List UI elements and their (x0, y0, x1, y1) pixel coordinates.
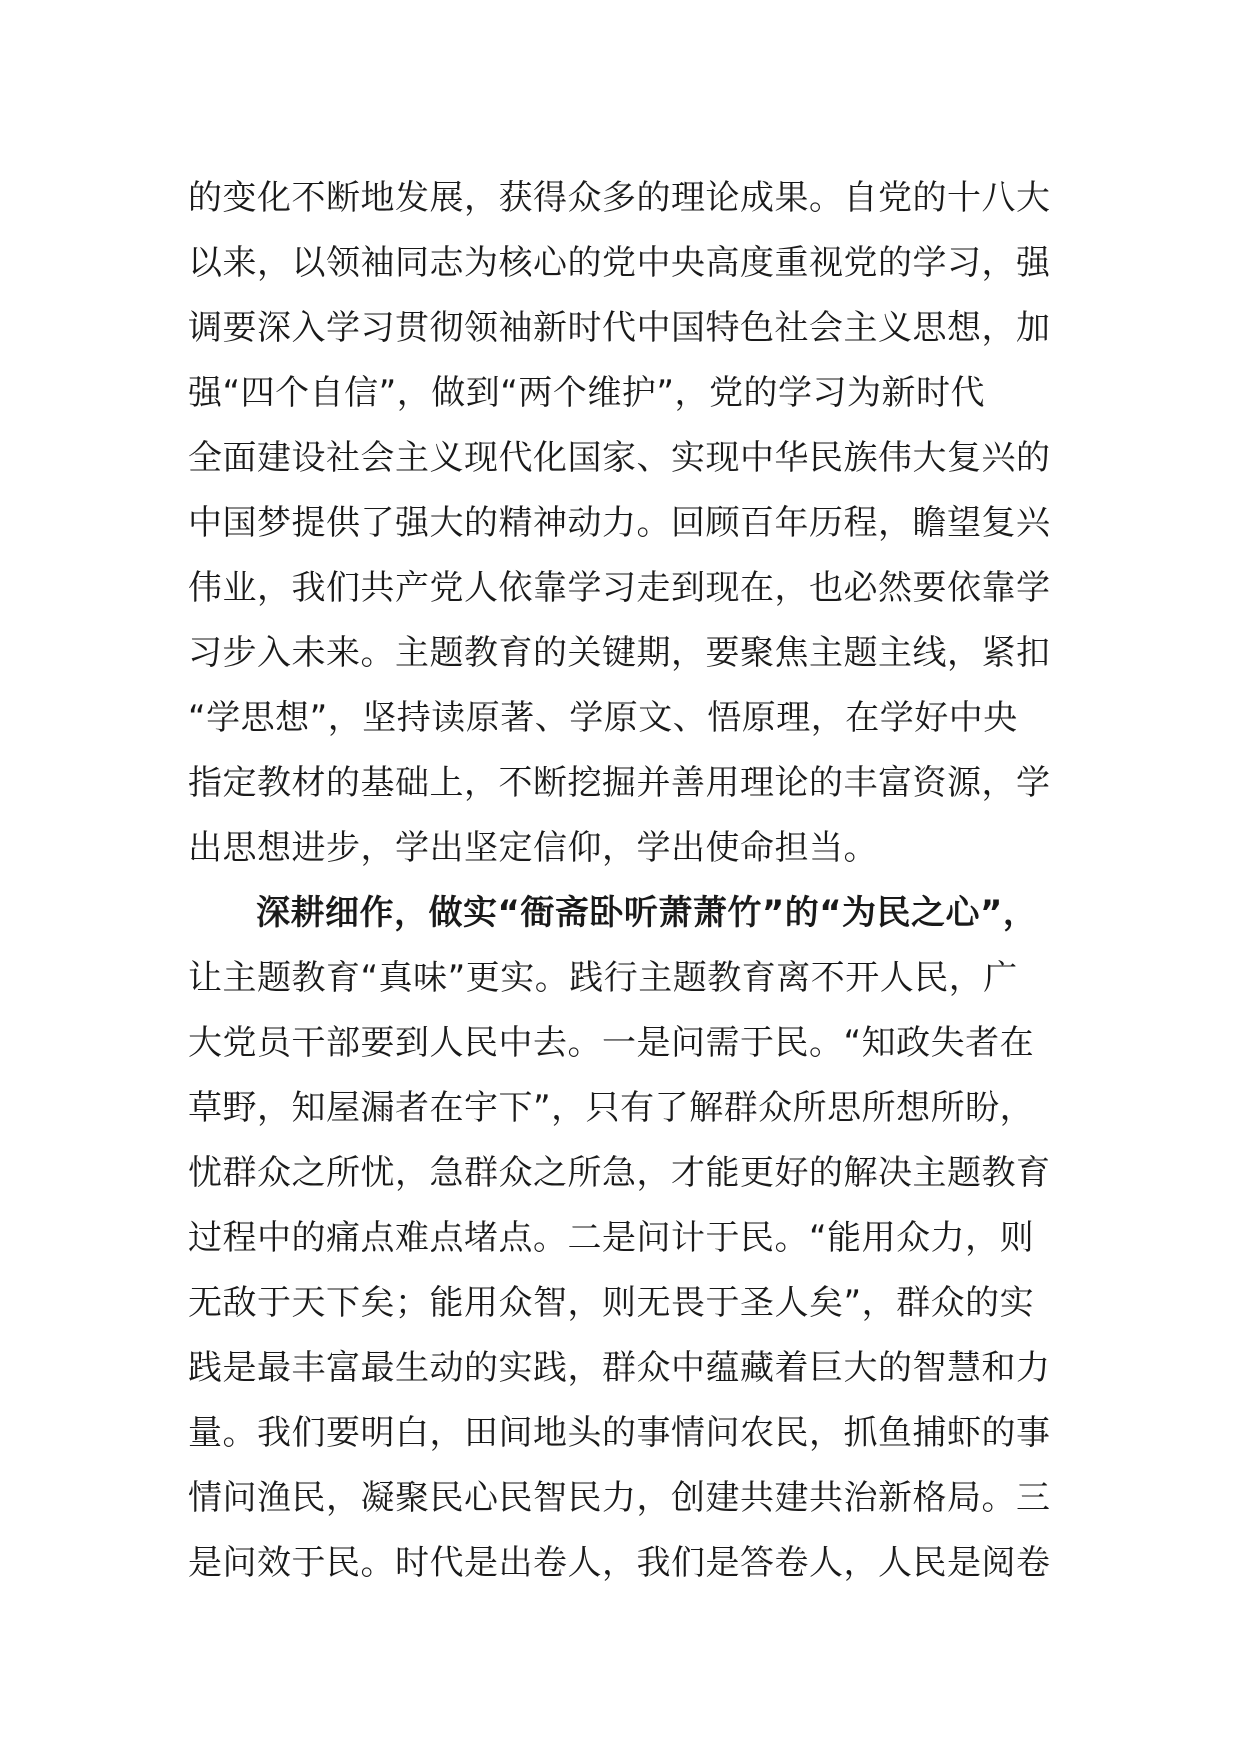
text-line: 调要深入学习贯彻领袖新时代中国特色社会主义思想，加 (188, 308, 1051, 348)
text-line: 习步入未来。主题教育的关键期，要聚焦主题主线，紧扣 (188, 633, 1051, 673)
text-line: 量。我们要明白，田间地头的事情问农民，抓鱼捕虾的事 (188, 1413, 1051, 1453)
text-line: 无敌于天下矣；能用众智，则无畏于圣人矣”，群众的实 (188, 1283, 1035, 1323)
paragraph-heading: 深耕细作，做实“衙斋卧听萧萧竹”的“为民之心”， (256, 893, 1038, 933)
text-line: “学思想”，坚持读原著、学原文、悟原理，在学好中央 (188, 698, 1018, 738)
text-line: 出思想进步，学出坚定信仰，学出使命担当。 (188, 828, 878, 868)
text-line: 忧群众之所忧，急群众之所急，才能更好的解决主题教育 (188, 1153, 1051, 1193)
text-line: 以来，以领袖同志为核心的党中央高度重视党的学习，强 (188, 243, 1051, 283)
text-line: 的变化不断地发展，获得众多的理论成果。自党的十八大 (188, 178, 1051, 218)
body-text (188, 166, 1068, 1596)
text-line: 指定教材的基础上，不断挖掘并善用理论的丰富资源，学 (188, 763, 1051, 803)
paragraph-2 (188, 881, 1068, 1596)
text-line: 大党员干部要到人民中去。一是问需于民。“知政失者在 (188, 1023, 1035, 1063)
text-line: 情问渔民，凝聚民心民智民力，创建共建共治新格局。三 (188, 1478, 1051, 1518)
text-line: 是问效于民。时代是出卷人，我们是答卷人，人民是阅卷 (188, 1543, 1051, 1583)
text-line: 过程中的痛点难点堵点。二是问计于民。“能用众力，则 (188, 1218, 1035, 1258)
text-line: 中国梦提供了强大的精神动力。回顾百年历程，瞻望复兴 (188, 503, 1051, 543)
text-line: 践是最丰富最生动的实践，群众中蕴藏着巨大的智慧和力 (188, 1348, 1051, 1388)
text-line: 伟业，我们共产党人依靠学习走到现在，也必然要依靠学 (188, 568, 1051, 608)
text-line: 强“四个自信”，做到“两个维护”，党的学习为新时代 (188, 373, 985, 413)
paragraph-1 (188, 166, 1068, 881)
text-line: 全面建设社会主义现代化国家、实现中华民族伟大复兴的 (188, 438, 1051, 478)
text-line: 草野，知屋漏者在宇下”，只有了解群众所思所想所盼， (188, 1088, 1035, 1128)
text-line: 让主题教育“真味”更实。践行主题教育离不开人民，广 (188, 958, 1018, 998)
